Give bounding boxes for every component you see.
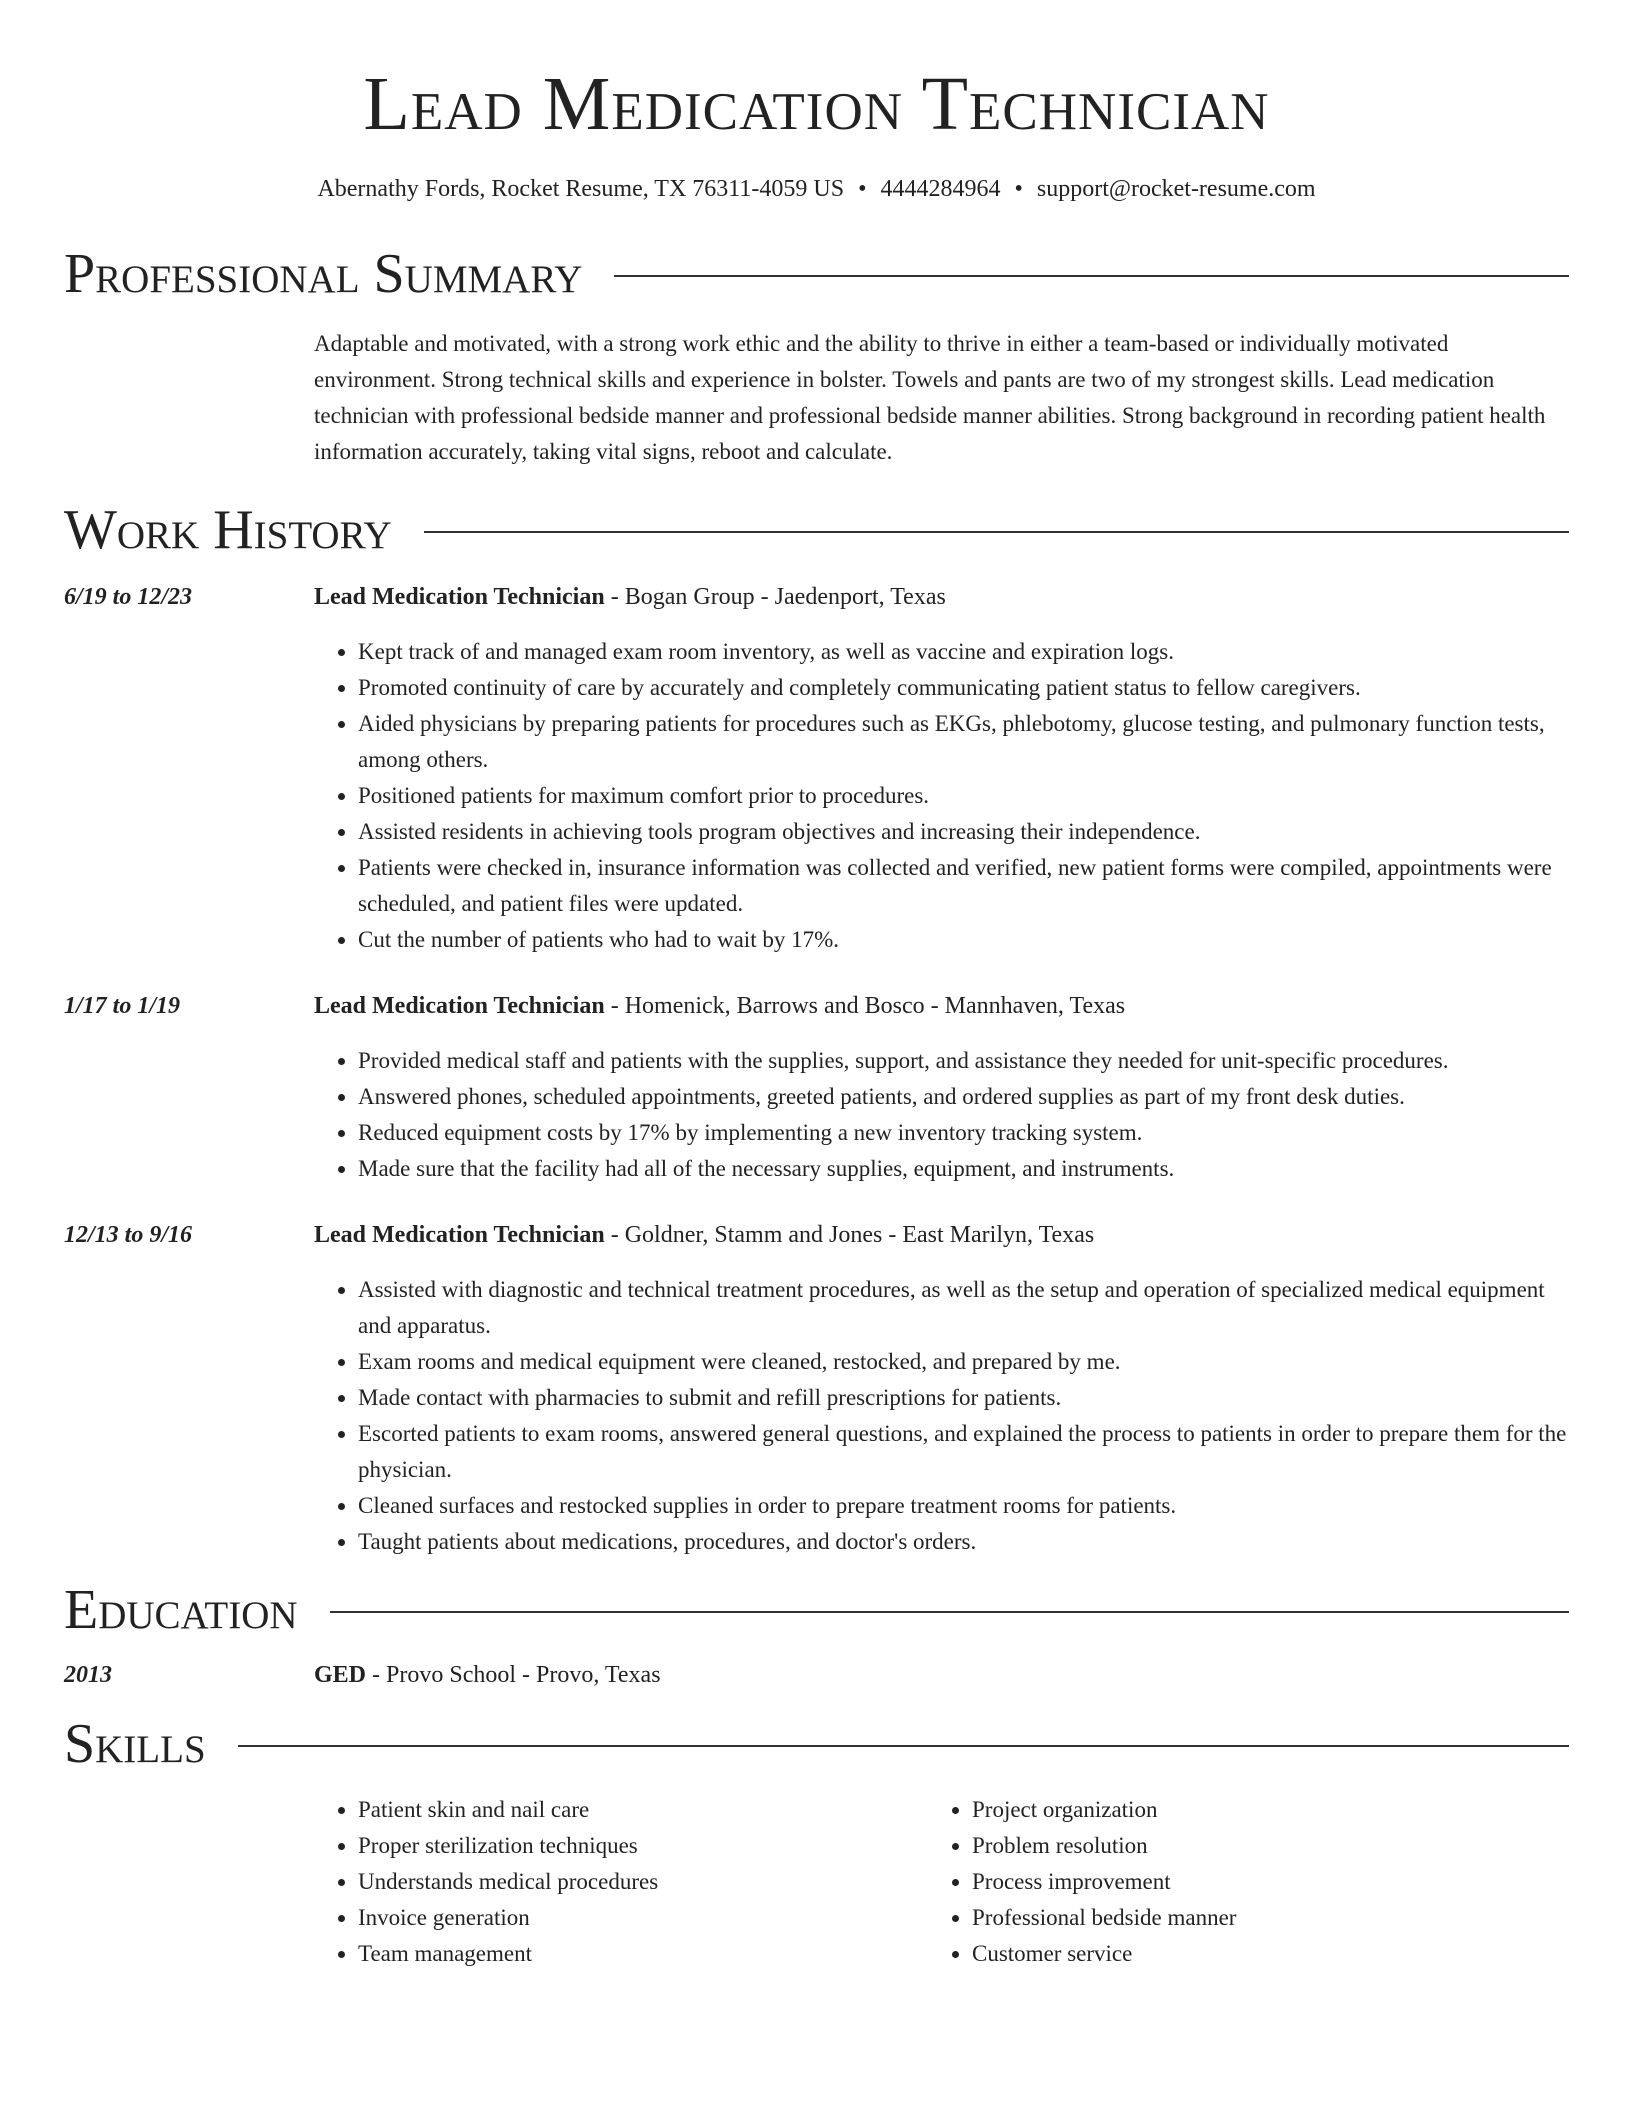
job-title: Lead Medication Technician — [314, 584, 605, 610]
contact-separator: • — [858, 176, 867, 202]
skills-section-header — [64, 1714, 1569, 1774]
job-bullet: • Escorted patients to exam rooms, answered general questions, and explained the process to patients in order to prepare them for the physician. — [358, 1416, 1569, 1488]
education-year: 2013 — [64, 1662, 112, 1688]
job-bullet: • Exam rooms and medical equipment were cleaned, restocked, and prepared by me. — [358, 1344, 1569, 1380]
job-bullets — [314, 1043, 1569, 1187]
skill-item: • Process improvement — [972, 1864, 1472, 1900]
job-title-line — [314, 991, 1569, 1021]
education-degree: GED — [314, 1662, 367, 1688]
job-bullet: • Made sure that the facility had all of the necessary supplies, equipment, and instruments. — [358, 1151, 1569, 1187]
section-divider — [330, 1611, 1569, 1613]
summary-section-header — [64, 244, 1569, 304]
job-title: Lead Medication Technician — [314, 1222, 605, 1248]
job-bullet: • Positioned patients for maximum comfort prior to procedures. — [358, 778, 1569, 814]
job-bullet: • Aided physicians by preparing patients for procedures such as EKGs, phlebotomy, glucose testing, and pulmonary function tests, among others. — [358, 706, 1569, 778]
work-heading: Work History — [64, 499, 392, 561]
job-body — [314, 582, 1569, 958]
contact-address: Abernathy Fords, Rocket Resume, TX 76311-4059 US — [317, 176, 845, 202]
job-dates: 6/19 to 12/23 — [64, 584, 193, 610]
section-divider — [424, 531, 1569, 533]
skills-column-2 — [928, 1792, 1472, 1972]
job-bullet: • Answered phones, scheduled appointments, greeted patients, and ordered supplies as part of my front desk duties. — [358, 1079, 1569, 1115]
job-bullet: • Kept track of and managed exam room inventory, as well as vaccine and expiration logs. — [358, 634, 1569, 670]
resume-page — [64, 0, 1569, 1972]
section-divider — [238, 1745, 1569, 1747]
job-bullet: • Assisted residents in achieving tools program objectives and increasing their independence. — [358, 814, 1569, 850]
job-title: Lead Medication Technician — [314, 993, 605, 1019]
skill-item: • Problem resolution — [972, 1828, 1472, 1864]
job-body — [314, 1220, 1569, 1560]
job-dates: 12/13 to 9/16 — [64, 1222, 193, 1248]
skills-heading: Skills — [64, 1713, 206, 1775]
contact-email: support@rocket-resume.com — [1036, 176, 1316, 202]
job-bullet: • Made contact with pharmacies to submit and refill prescriptions for patients. — [358, 1380, 1569, 1416]
skills-column-1 — [314, 1792, 928, 1972]
job-bullet: • Taught patients about medications, procedures, and doctor's orders. — [358, 1524, 1569, 1560]
section-divider — [614, 275, 1569, 277]
job-bullet: • Cleaned surfaces and restocked supplies in order to prepare treatment rooms for patients. — [358, 1488, 1569, 1524]
job-bullet: • Cut the number of patients who had to wait by 17%. — [358, 922, 1569, 958]
job-title-line — [314, 1220, 1569, 1250]
skill-item: • Understands medical procedures — [358, 1864, 928, 1900]
job-bullet: • Assisted with diagnostic and technical treatment procedures, as well as the setup and operation of specialized medical equipment and apparatus. — [358, 1272, 1569, 1344]
skill-item: • Professional bedside manner — [972, 1900, 1472, 1936]
job-entry — [64, 991, 1569, 1187]
job-bullet: • Reduced equipment costs by 17% by implementing a new inventory tracking system. — [358, 1115, 1569, 1151]
job-entry — [64, 582, 1569, 958]
skill-item: • Patient skin and nail care — [358, 1792, 928, 1828]
summary-text: Adaptable and motivated, with a strong work ethic and the ability to thrive in either a team-based or individually motivated environment. Strong technical skills and experience in bolster. Towels and pants are two of my strongest skills. Lead medication technician with professional bedside manner and professional bedside manner abilities. Strong background in recording patient health information accurately, taking vital signs, reboot and calculate. — [314, 331, 1546, 464]
skill-item: • Proper sterilization techniques — [358, 1828, 928, 1864]
skills-list — [314, 1792, 1569, 1972]
summary-heading: Professional Summary — [64, 243, 583, 305]
job-body — [314, 991, 1569, 1187]
job-details: - Homenick, Barrows and Bosco - Mannhaven, Texas — [604, 993, 1126, 1019]
job-dates: 1/17 to 1/19 — [64, 993, 181, 1019]
job-bullet: • Promoted continuity of care by accurately and completely communicating patient status to fellow caregivers. — [358, 670, 1569, 706]
job-bullets — [314, 634, 1569, 958]
education-entry — [64, 1660, 1569, 1690]
job-title-line — [314, 582, 1569, 612]
education-body — [314, 1660, 661, 1690]
contact-line — [64, 174, 1569, 204]
skill-item: • Team management — [358, 1936, 928, 1972]
skill-item: • Project organization — [972, 1792, 1472, 1828]
job-bullet: • Patients were checked in, insurance information was collected and verified, new patient forms were compiled, appointments were scheduled, and patient files were updated. — [358, 850, 1569, 922]
work-section-header — [64, 500, 1569, 560]
job-entry — [64, 1220, 1569, 1560]
job-details: - Goldner, Stamm and Jones - East Marilyn, Texas — [604, 1222, 1095, 1248]
contact-phone: 4444284964 — [880, 176, 1001, 202]
job-bullets — [314, 1272, 1569, 1560]
resume-name: Lead Medication Technician — [363, 62, 1270, 146]
education-section-header — [64, 1580, 1569, 1640]
education-heading: Education — [64, 1579, 298, 1641]
education-details: - Provo School - Provo, Texas — [366, 1662, 661, 1688]
contact-separator: • — [1014, 176, 1023, 202]
job-bullet: • Provided medical staff and patients with the supplies, support, and assistance they needed for unit-specific procedures. — [358, 1043, 1569, 1079]
job-details: - Bogan Group - Jaedenport, Texas — [604, 584, 946, 610]
skill-item: • Invoice generation — [358, 1900, 928, 1936]
skill-item: • Customer service — [972, 1936, 1472, 1972]
